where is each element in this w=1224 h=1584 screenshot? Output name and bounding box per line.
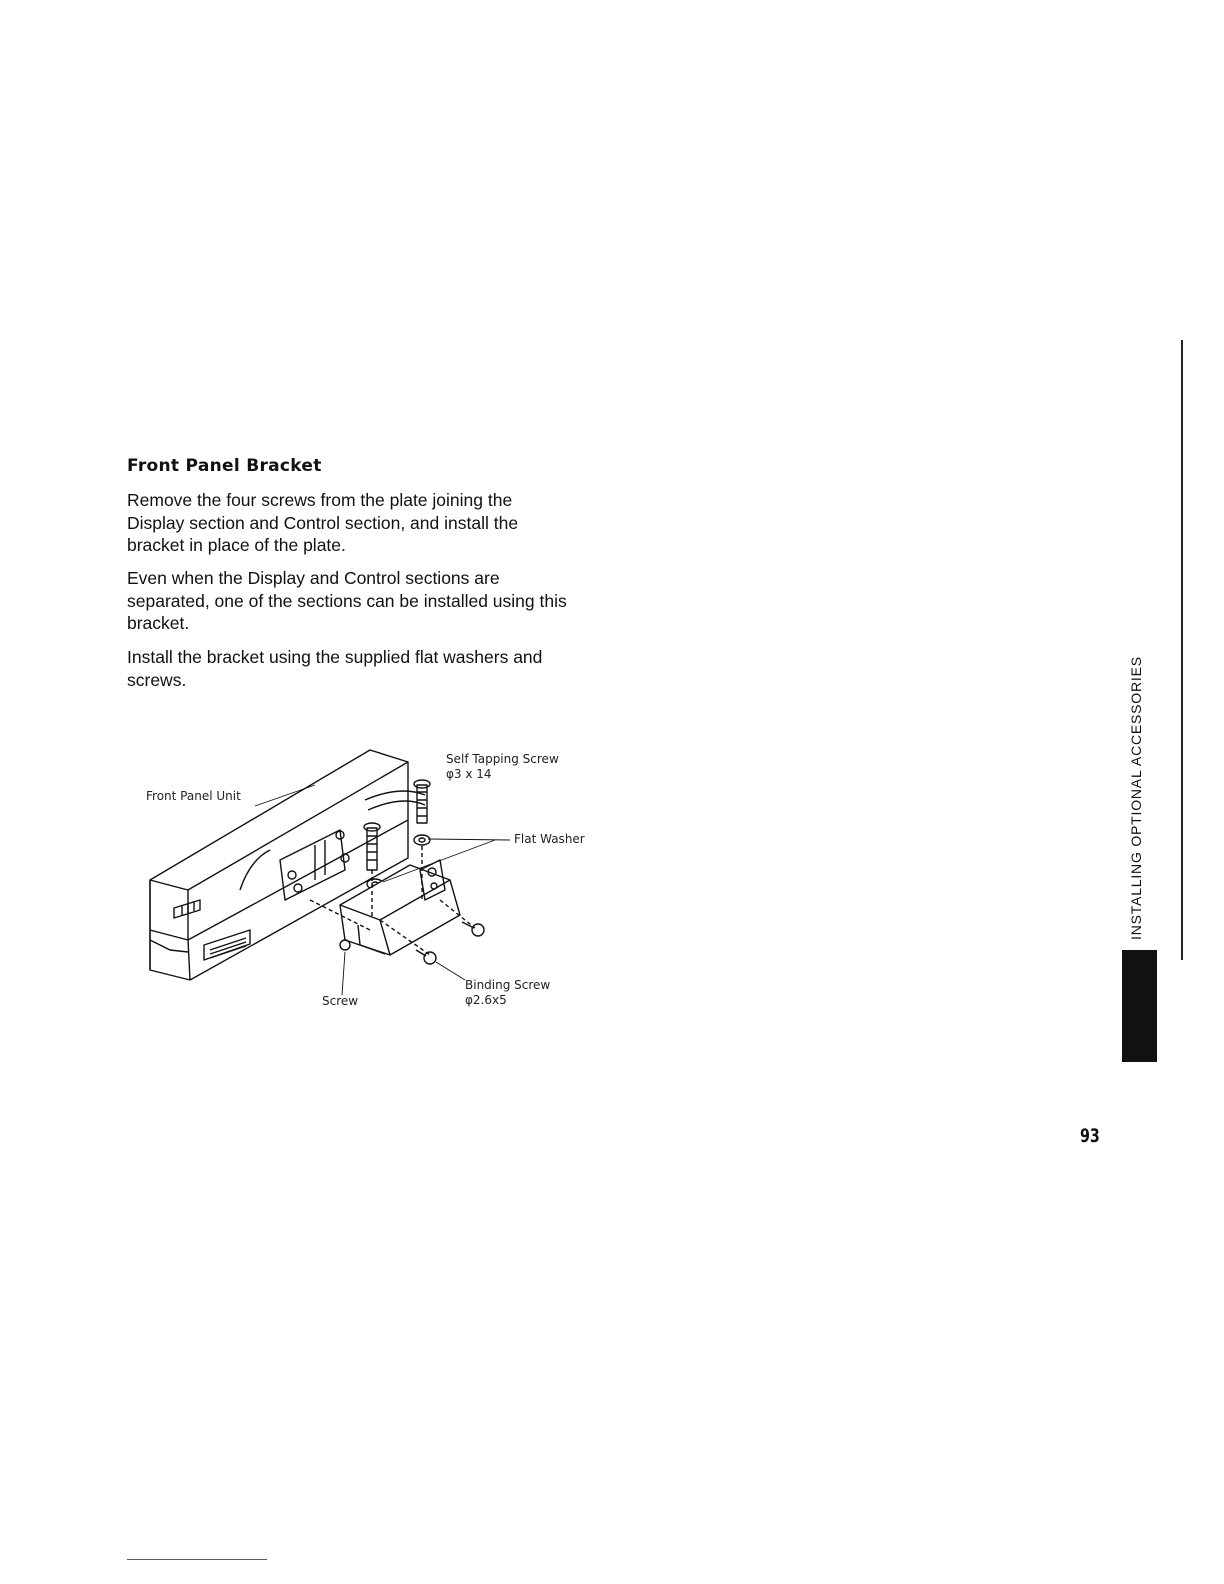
label-flat-washer: Flat Washer [514, 832, 585, 846]
footer-rule [127, 1559, 267, 1560]
paragraph-separated-sections: Even when the Display and Control sections are separated, one of the sections can be installed using this bracket. [127, 568, 567, 633]
chapter-side-tab: INSTALLING OPTIONAL ACCESSORIES [1128, 656, 1144, 940]
paragraph-remove-screws: Remove the four screws from the plate joining the Display section and Control section, and install the bracket in place of the plate. [127, 490, 519, 555]
label-front-panel-unit: Front Panel Unit [146, 789, 241, 803]
label-screw: Screw [322, 994, 359, 1008]
side-vertical-rule [1181, 340, 1183, 960]
bracket-installation-diagram [140, 740, 610, 1020]
label-self-tapping-screw: Self Tapping Screw φ3 x 14 [446, 752, 559, 781]
label-binding-screw: Binding Screw φ2.6x5 [465, 978, 551, 1007]
section-title: Front Panel Bracket [127, 456, 322, 476]
paragraph-install-washers: Install the bracket using the supplied flat washers and screws. [127, 647, 543, 690]
page-number: 93 [1080, 1125, 1100, 1147]
chapter-thumb-tab [1122, 950, 1157, 1062]
